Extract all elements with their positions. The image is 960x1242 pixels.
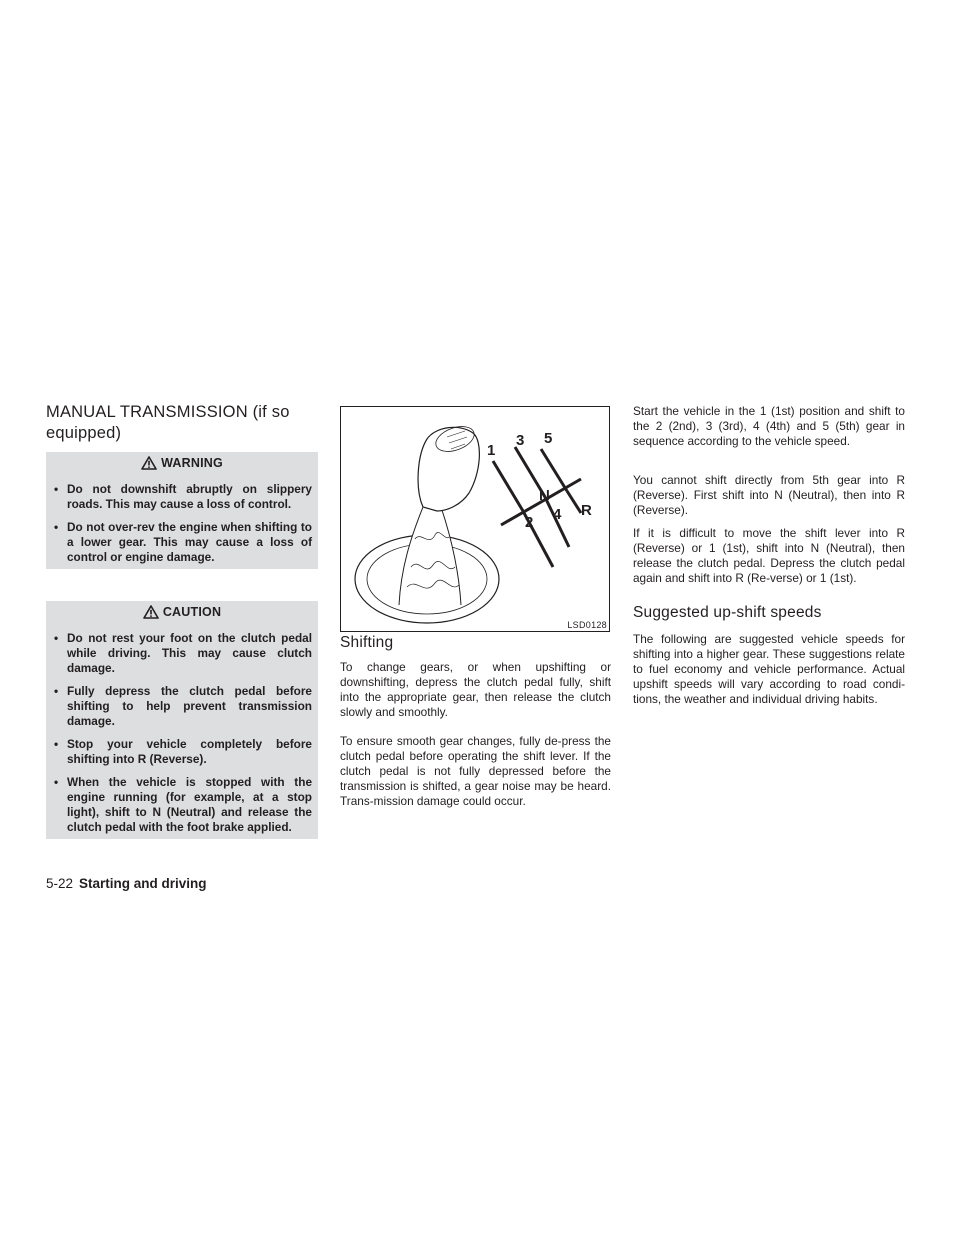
gear-1-label: 1 <box>487 442 496 459</box>
gear-3-label: 3 <box>516 432 525 449</box>
caution-item: • When the vehicle is stopped with the engine running (for example, at a stop light), shift to N (Neutral) and release the clutch pedal with the foot brake applied. <box>52 775 312 835</box>
shift-pattern-figure <box>340 406 610 632</box>
caution-item: • Do not rest your foot on the clutch pedal while driving. This may cause clutch damage. <box>52 631 312 676</box>
caution-label: CAUTION <box>162 605 222 619</box>
upshift-title: Suggested up-shift speeds <box>633 604 822 621</box>
right-paragraph-2: You cannot shift directly from 5th gear into R (Reverse). First shift into N (Neutral), then into R (Reverse). <box>633 473 905 517</box>
section-title: MANUAL TRANSMISSION (if so equipped) <box>46 403 290 442</box>
gear-shift-illustration <box>341 407 609 631</box>
caution-box <box>46 601 318 839</box>
gear-5-label: 5 <box>544 430 553 447</box>
caution-item: • Stop your vehicle completely before shifting into R (Reverse). <box>52 737 312 767</box>
figure-id: LSD0128 <box>567 620 607 630</box>
gear-r-label: R <box>581 502 592 519</box>
warning-box <box>46 452 318 569</box>
caution-list <box>46 631 318 839</box>
warning-icon <box>141 456 157 470</box>
gear-n-label: N <box>539 487 550 504</box>
warning-label: WARNING <box>161 456 223 470</box>
right-paragraph-1: Start the vehicle in the 1 (1st) position and shift to the 2 (2nd), 3 (3rd), 4 (4th) and 5 (5th) gear in sequence according to the vehicle speed. <box>633 404 905 448</box>
shifting-title: Shifting <box>340 634 394 651</box>
chapter-title: Starting and driving <box>79 876 207 891</box>
caution-header <box>46 601 318 623</box>
page-number: 5-22 <box>46 876 74 891</box>
shifting-paragraph-1: To change gears, or when upshifting or downshifting, depress the clutch pedal fully, shift into the appropriate gear, then release the clutch slowly and smoothly. <box>340 660 611 719</box>
warning-item: • Do not over-rev the engine when shifting to a lower gear. This may cause a loss of control or engine damage. <box>52 520 312 565</box>
warning-list <box>46 482 318 569</box>
gear-2-label: 2 <box>525 514 534 531</box>
caution-item: • Fully depress the clutch pedal before shifting to help prevent transmission damage. <box>52 684 312 729</box>
shifting-paragraph-2: To ensure smooth gear changes, fully de-press the clutch pedal before operating the shift lever. If the clutch pedal is not fully depressed before the transmission is shifted, a gear noise may be heard. Trans-mission damage could occur. <box>340 734 611 808</box>
right-paragraph-4: The following are suggested vehicle speeds for shifting into a higher gear. These suggestions relate to fuel economy and vehicle performance. Actual upshift speeds will vary according to road condi-tions, the weather and individual driving habits. <box>633 632 905 706</box>
warning-item: • Do not downshift abruptly on slippery roads. This may cause a loss of control. <box>52 482 312 512</box>
warning-header <box>46 452 318 474</box>
right-paragraph-3: If it is difficult to move the shift lever into R (Reverse) or 1 (1st), shift into N (Neutral), then release the clutch pedal. Depress the clutch pedal again and shift into R (Re-verse) or 1 (1st). <box>633 526 905 585</box>
gear-4-label: 4 <box>553 506 562 523</box>
caution-icon <box>143 605 159 619</box>
page-footer <box>46 876 207 891</box>
